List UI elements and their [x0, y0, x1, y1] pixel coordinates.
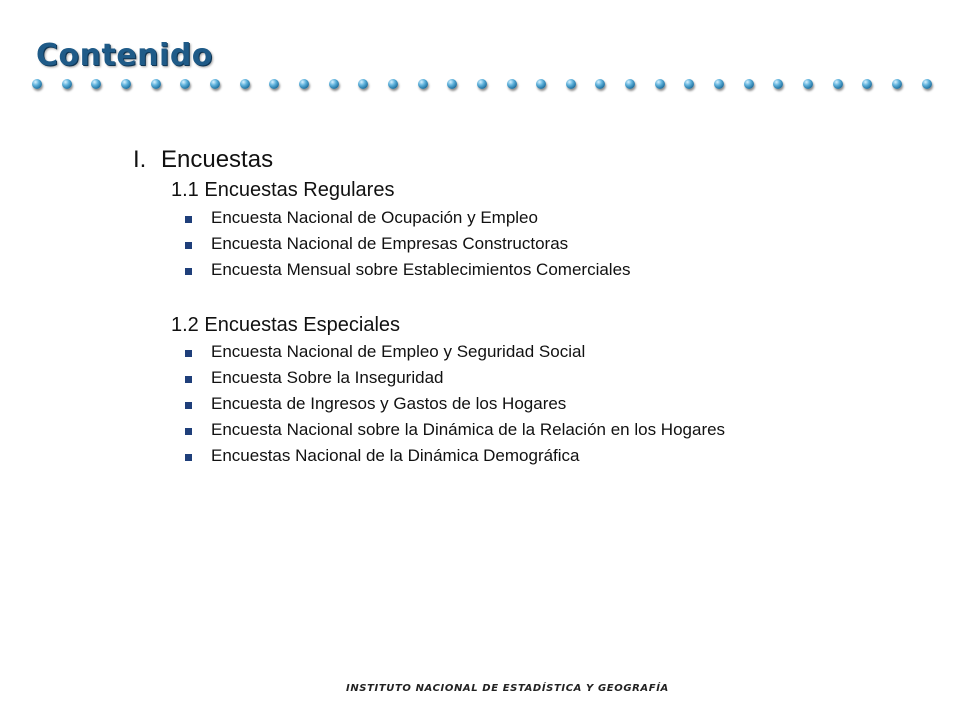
decorative-dot-divider: [32, 79, 932, 93]
bullet-list-especiales: [184, 339, 725, 469]
divider-dot: [566, 79, 576, 89]
divider-dot: [714, 79, 724, 89]
divider-dot: [210, 79, 220, 89]
section-title: Encuestas: [161, 146, 274, 173]
divider-dot: [269, 79, 279, 89]
subsection-heading-regulares: 1.1 Encuestas Regulares: [171, 179, 395, 201]
list-item: [184, 257, 631, 283]
list-item: [184, 339, 725, 365]
list-item-text: Encuesta de Ingresos y Gastos de los Hogares: [211, 394, 567, 413]
list-item: [184, 365, 725, 391]
divider-dot: [773, 79, 783, 89]
divider-dot: [833, 79, 843, 89]
list-item-text: Encuesta Nacional sobre la Dinámica de la Relación en los Hogares: [211, 420, 726, 439]
square-bullet-icon: [185, 402, 192, 409]
section-number: I.: [133, 146, 147, 173]
list-item: [184, 443, 725, 469]
divider-dot: [299, 79, 309, 89]
divider-dot: [151, 79, 161, 89]
square-bullet-icon: [185, 216, 192, 223]
divider-dot: [62, 79, 72, 89]
divider-dot: [358, 79, 368, 89]
divider-dot: [32, 79, 42, 89]
divider-dot: [625, 79, 635, 89]
list-item-text: Encuesta Nacional de Empresas Constructoras: [211, 234, 569, 253]
divider-dot: [536, 79, 546, 89]
square-bullet-icon: [185, 268, 192, 275]
divider-dot: [447, 79, 457, 89]
divider-dot: [91, 79, 101, 89]
divider-dot: [744, 79, 754, 89]
square-bullet-icon: [185, 428, 192, 435]
list-item-text: Encuesta Mensual sobre Establecimientos Comerciales: [211, 260, 631, 279]
divider-dot: [892, 79, 902, 89]
list-item-text: Encuesta Nacional de Empleo y Seguridad Social: [211, 342, 586, 361]
list-item: [184, 231, 631, 257]
bullet-list-regulares: [184, 205, 631, 283]
divider-dot: [329, 79, 339, 89]
square-bullet-icon: [185, 454, 192, 461]
square-bullet-icon: [185, 350, 192, 357]
divider-dot: [121, 79, 131, 89]
subsection-heading-especiales: 1.2 Encuestas Especiales: [171, 314, 401, 336]
section-heading: [133, 146, 273, 174]
list-item: [184, 391, 725, 417]
divider-dot: [388, 79, 398, 89]
list-item: [184, 417, 725, 443]
divider-dot: [655, 79, 665, 89]
square-bullet-icon: [185, 242, 192, 249]
list-item-text: Encuestas Nacional de la Dinámica Demográfica: [211, 446, 580, 465]
divider-dot: [240, 79, 250, 89]
divider-dot: [180, 79, 190, 89]
list-item-text: Encuesta Nacional de Ocupación y Empleo: [211, 208, 538, 227]
divider-dot: [477, 79, 487, 89]
divider-dot: [684, 79, 694, 89]
divider-dot: [922, 79, 932, 89]
list-item: [184, 205, 631, 231]
divider-dot: [803, 79, 813, 89]
list-item-text: Encuesta Sobre la Inseguridad: [211, 368, 444, 387]
divider-dot: [862, 79, 872, 89]
square-bullet-icon: [185, 376, 192, 383]
divider-dot: [418, 79, 428, 89]
divider-dot: [595, 79, 605, 89]
footer-institution: INSTITUTO NACIONAL DE ESTADÍSTICA Y GEOGRAFÍA: [346, 683, 669, 694]
divider-dot: [507, 79, 517, 89]
slide-title: Contenido: [36, 38, 213, 73]
